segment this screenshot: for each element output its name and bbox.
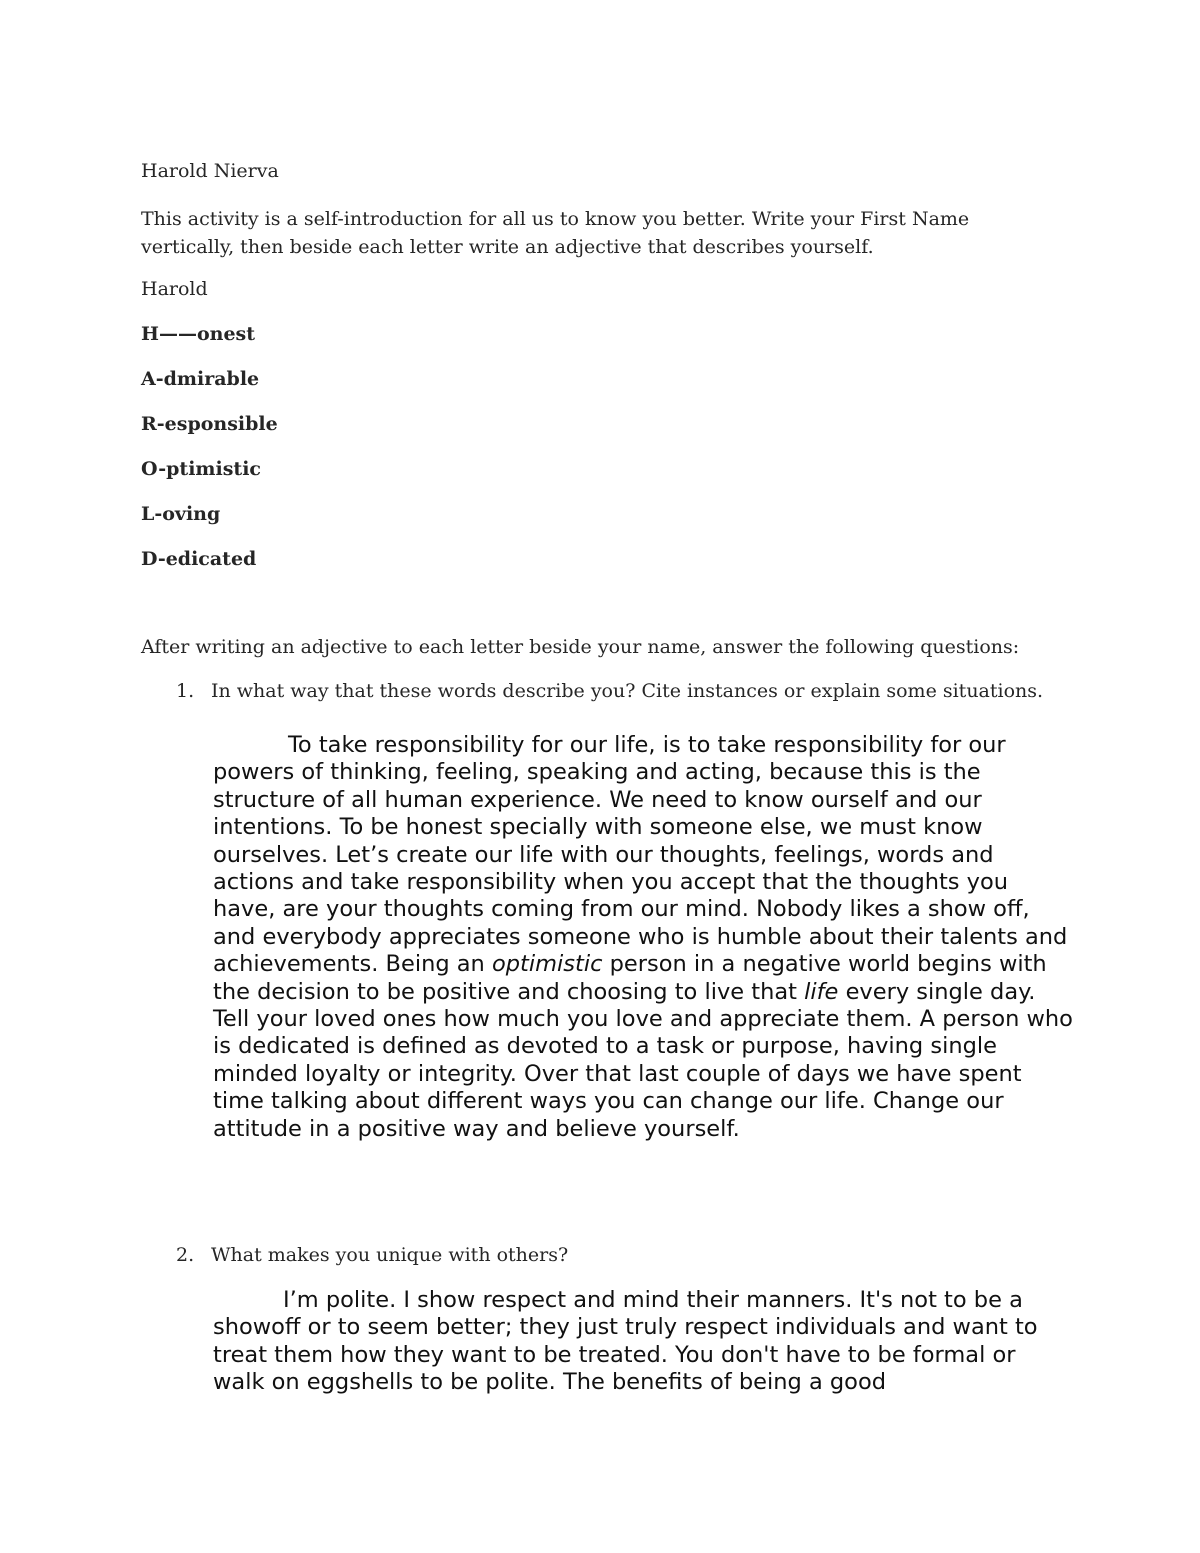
answer-1 (213, 732, 1073, 1143)
question-1 (176, 680, 1043, 702)
answer-2 (213, 1287, 1073, 1397)
answer-emphasis: life (804, 978, 839, 1005)
answer-text: I’m polite. I show respect and mind their manners. It's not to be a showoff or to seem better; they just truly respect individuals and want to treat them how they want to be treated. You don't have to be formal or walk on eggshells to be polite. The benefits of being a good (213, 1287, 1038, 1396)
acrostic-item-r: R-esponsible (141, 413, 278, 435)
acrostic-item-o: O-ptimistic (141, 458, 261, 480)
acrostic-item-l: L-oving (141, 503, 221, 525)
answer-text: To take responsibility for our life, is to take responsibility for our powers of thinking, feeling, speaking and acting, because this is the structure of all human experience. We need to know ourself and our intentions. To be honest specially with someone else, we must know ourselves. Let’s create our life with our thoughts, feelings, words and actions and take responsibility when you accept that the thoughts you have, are your thoughts coming from our mind. Nobody likes a show off, and everybody appreciates someone who is humble about their talents and achievements. Being an (213, 732, 1068, 978)
activity-instructions: This activity is a self-introduction for all us to know you better. Write your First Name vertically, then beside each letter write an adjective that describes yourself. (141, 208, 970, 258)
answer-text: every single day. Tell your loved ones how much you love and appreciate them. A person who is dedicated is defined as devoted to a task or purpose, having single minded loyalty or integrity. Over that last couple of days we have spent time talking about different ways you can change our life. Change our attitude in a positive way and believe yourself. (213, 978, 1073, 1142)
author-name: Harold Nierva (141, 160, 279, 182)
question-text: What makes you unique with others? (211, 1244, 569, 1266)
first-name: Harold (141, 278, 208, 300)
acrostic-list (141, 322, 278, 592)
question-number: 2. (176, 1244, 195, 1266)
acrostic-item-a: A-dmirable (141, 368, 260, 390)
question-2 (176, 1244, 568, 1266)
question-text: In what way that these words describe you? Cite instances or explain some situations. (211, 680, 1044, 702)
question-number: 1. (176, 680, 195, 702)
answer-emphasis: optimistic (491, 951, 603, 978)
answer-text: person in a negative world begins with the decision to be positive and choosing to live that (213, 951, 1047, 1005)
acrostic-item-d: D-edicated (141, 548, 257, 570)
acrostic-item-h: H——onest (141, 323, 255, 345)
questions-prompt: After writing an adjective to each letter beside your name, answer the following questions: (141, 636, 1020, 658)
